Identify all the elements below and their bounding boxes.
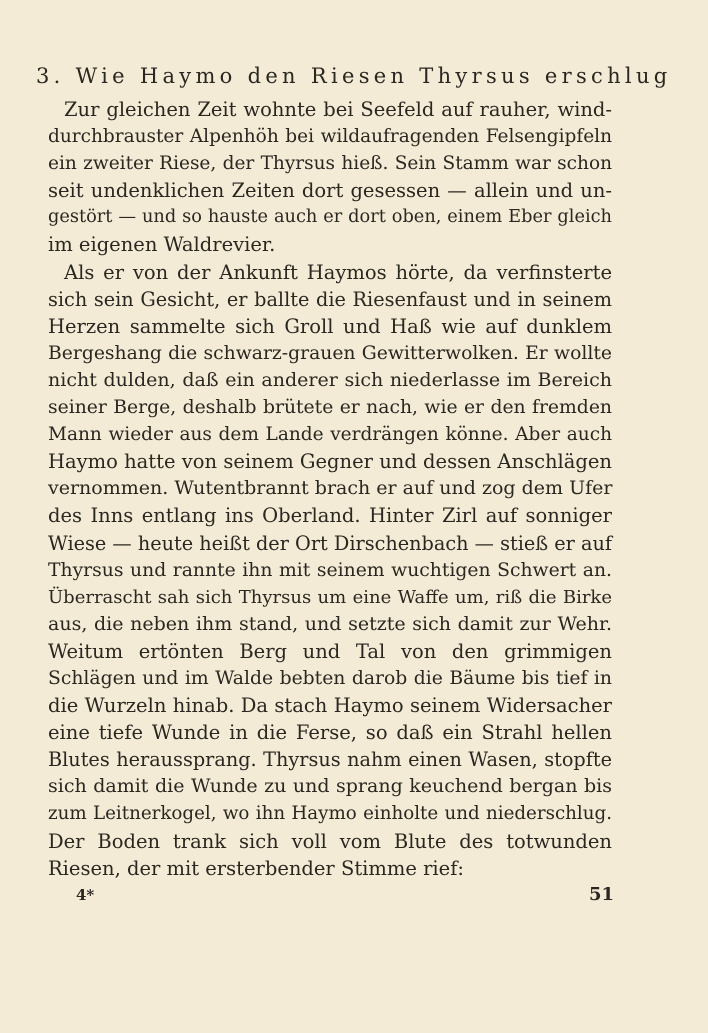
text-line: Der Boden trank sich voll vom Blute des totwunden	[48, 829, 612, 853]
text-line: die Wurzeln hinab. Da stach Haymo seinem Widersacher	[48, 694, 612, 718]
text-line: Zur gleichen Zeit wohnte bei Seefeld auf rauher, wind-	[64, 98, 612, 121]
text-line: Überrascht sah sich Thyrsus um eine Waffe um, riß die Birke	[48, 586, 612, 608]
text-line: Thyrsus und rannte ihn mit seinem wuchtigen Schwert an.	[48, 559, 612, 581]
signature-mark: 4*	[76, 886, 95, 904]
paragraph-1	[48, 96, 612, 259]
text-line: Bergeshang die schwarz-grauen Gewitterwolken. Er wollte	[48, 342, 612, 364]
text-line: gestört — und so hauste auch er dort oben, einem Eber gleich	[48, 207, 612, 228]
page-number: 51	[589, 884, 615, 905]
text-line: aus, die neben ihm stand, und setzte sich damit zur Wehr.	[48, 612, 612, 635]
text-line: zum Leitnerkogel, wo ihn Haymo einholte und niederschlug.	[48, 803, 612, 825]
text-line: Wiese — heute heißt der Ort Dirschenbach — stieß er auf	[48, 531, 612, 555]
text-line: Weitum ertönten Berg und Tal von den grimmigen	[48, 639, 612, 663]
text-line: sich sein Gesicht, er ballte die Riesenfaust und in seinem	[48, 287, 612, 311]
text-line: Mann wieder aus dem Lande verdrängen könne. Aber auch	[48, 424, 612, 446]
text-line: sich damit die Wunde zu und sprang keuchend bergan bis	[48, 775, 612, 798]
text-line: ein zweiter Riese, der Thyrsus hieß. Sein Stamm war schon	[48, 153, 612, 175]
text-line: Blutes heraussprang. Thyrsus nahm einen Wasen, stopfte	[48, 748, 612, 772]
text-line: Herzen sammelte sich Groll und Haß wie auf dunklem	[48, 314, 612, 338]
text-line: Haymo hatte von seinem Gegner und dessen Anschlägen	[48, 450, 612, 474]
text-line: nicht dulden, daß ein anderer sich niederlasse im Bereich	[48, 368, 612, 391]
text-line: Als er von der Ankunft Haymos hörte, da verfinsterte	[64, 260, 612, 284]
text-line: eine tiefe Wunde in die Ferse, so daß ein Strahl hellen	[48, 721, 612, 745]
text-line: Schlägen und im Walde bebten darob die Bäume bis tief in	[48, 667, 612, 689]
text-line: des Inns entlang ins Oberland. Hinter Zirl auf sonniger	[48, 504, 612, 528]
chapter-heading: 3. Wie Haymo den Riesen Thyrsus erschlug	[36, 64, 672, 88]
text-line: vernommen. Wutentbrannt brach er auf und zog dem Ufer	[48, 477, 613, 500]
text-line: im eigenen Waldrevier.	[48, 233, 276, 257]
text-line: seiner Berge, deshalb brütete er nach, wie er den fremden	[48, 397, 612, 419]
paragraph-2	[48, 259, 612, 882]
text-line: durchbrauster Alpenhöh bei wildaufragenden Felsengipfeln	[48, 126, 612, 148]
text-line: seit undenklichen Zeiten dort gesessen — allein und un-	[48, 179, 612, 203]
text-line: Riesen, der mit ersterbender Stimme rief:	[48, 856, 464, 880]
text-body	[48, 96, 612, 882]
